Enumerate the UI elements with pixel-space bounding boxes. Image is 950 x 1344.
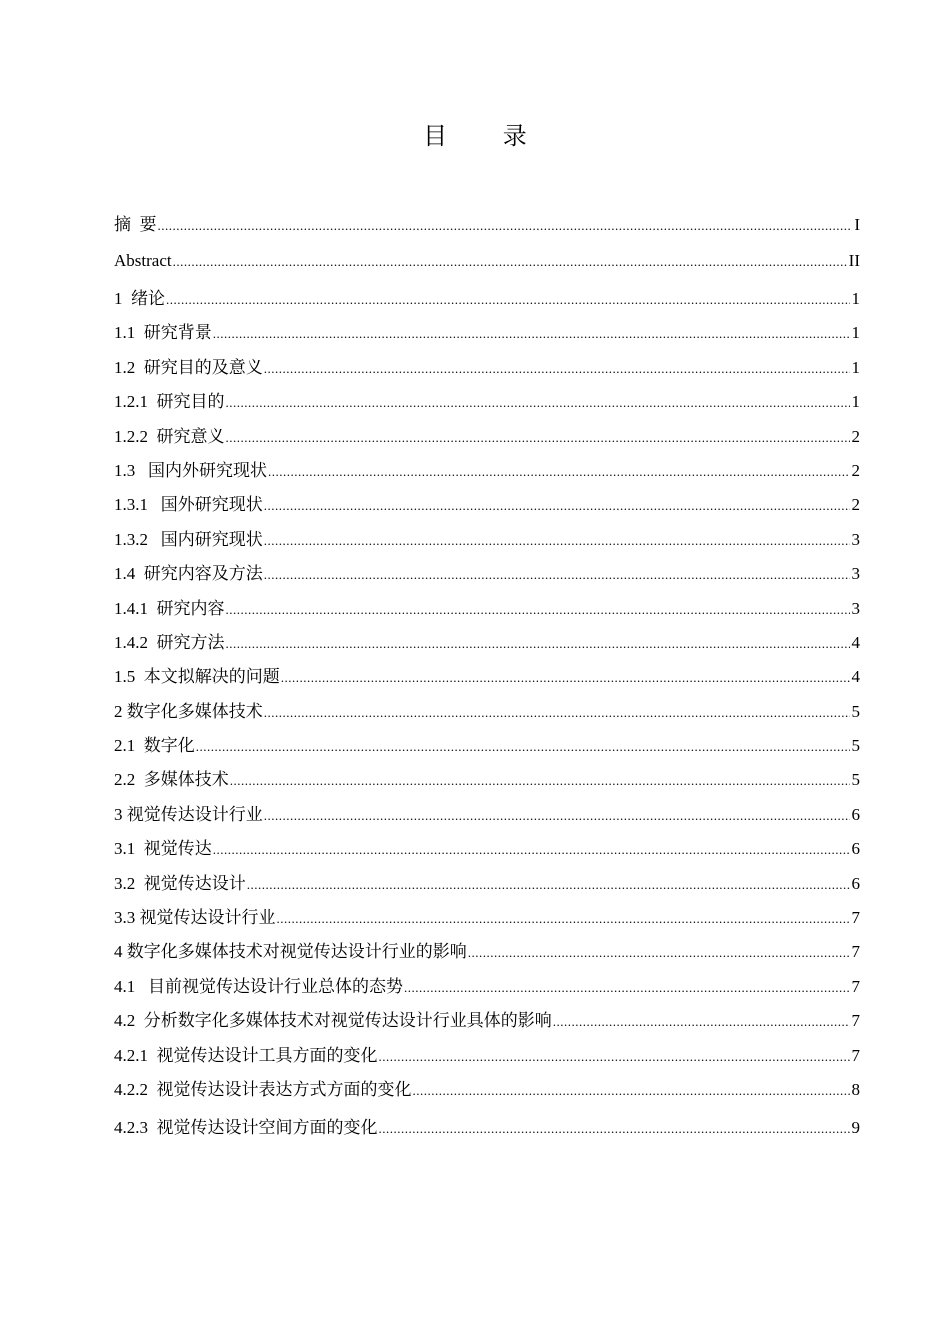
toc-entry-text: 视觉传达设计行业	[139, 908, 276, 928]
dot-leader	[553, 1005, 850, 1039]
toc-entry-text: 绪论	[131, 289, 165, 308]
toc-entry-page: 7	[851, 976, 860, 996]
toc-entry-page: 1	[851, 323, 860, 343]
toc-entry-number: 1.3	[114, 460, 148, 480]
toc-entry-number: 1.3.1	[114, 495, 161, 515]
toc-entry-page: 6	[851, 873, 860, 893]
dot-leader	[213, 833, 850, 867]
dot-leader	[281, 661, 850, 695]
toc-entry-number: 2.2	[114, 770, 144, 790]
toc-entry-text: 数字化多媒体技术对视觉传达设计行业的影响	[126, 942, 467, 962]
toc-entry-number: 1.2.1	[114, 392, 157, 412]
toc-entry-page: 5	[851, 701, 860, 721]
toc-entry[interactable]	[114, 385, 860, 419]
dot-leader	[247, 868, 850, 902]
toc-entry-number: 4.2.1	[114, 1045, 157, 1065]
toc-entry-number: 4.1	[114, 976, 148, 996]
toc-entry-number: 1.3.2	[114, 529, 161, 549]
toc-list	[114, 208, 860, 1146]
toc-entry[interactable]	[114, 1073, 860, 1107]
dot-leader	[173, 245, 847, 279]
toc-entry-number: 4.2.3	[114, 1118, 157, 1138]
toc-entry-text: 研究目的及意义	[143, 357, 263, 377]
toc-entry[interactable]	[114, 970, 860, 1004]
toc-entry-page: 1	[851, 392, 860, 412]
toc-entry-number: 1.2.2	[114, 426, 157, 446]
toc-entry-text: 视觉传达	[143, 839, 212, 859]
toc-entry[interactable]	[114, 626, 860, 660]
toc-entry[interactable]	[114, 316, 860, 350]
toc-entry[interactable]	[114, 798, 860, 832]
toc-title: 目 录	[423, 122, 551, 150]
dot-leader	[226, 593, 850, 627]
toc-entry-text: 国外研究现状	[160, 495, 263, 515]
toc-entry-page: 7	[851, 908, 860, 928]
toc-entry-text: 分析数字化多媒体技术对视觉传达设计行业具体的影响	[143, 1011, 552, 1031]
toc-entry-text: 多媒体技术	[143, 770, 229, 790]
toc-entry-text: 本文拟解决的问题	[143, 667, 280, 687]
dot-leader	[226, 627, 850, 661]
toc-entry-page: 7	[851, 1045, 860, 1065]
toc-entry-text: 数字化多媒体技术	[126, 701, 263, 721]
toc-entry[interactable]	[114, 832, 860, 866]
toc-entry-text: 研究背景	[143, 323, 212, 343]
toc-entry-page: 5	[851, 736, 860, 756]
toc-entry-page: 3	[851, 529, 860, 549]
toc-entry-number: 1.2	[114, 357, 144, 377]
toc-entry[interactable]	[114, 351, 860, 385]
toc-entry[interactable]	[114, 1039, 860, 1073]
toc-entry-page: 7	[851, 942, 860, 962]
toc-entry-number: 2	[114, 701, 127, 721]
toc-entry-text: 国内外研究现状	[148, 460, 267, 480]
toc-entry-text: 研究目的	[156, 392, 225, 412]
toc-entry-page: 3	[851, 598, 860, 618]
toc-entry[interactable]	[114, 901, 860, 935]
dot-leader	[230, 764, 850, 798]
dot-leader	[264, 558, 850, 592]
toc-entry-page: 3	[851, 564, 860, 584]
toc-entry-page: 2	[851, 495, 860, 515]
toc-entry[interactable]	[114, 557, 860, 591]
toc-entry[interactable]	[114, 488, 860, 522]
dot-leader	[213, 317, 850, 351]
toc-entry-number: 2.1	[114, 736, 144, 756]
dot-leader	[196, 730, 850, 764]
dot-leader	[264, 524, 850, 558]
toc-entry-number: 3.2	[114, 873, 144, 893]
toc-entry-page: 8	[851, 1079, 860, 1099]
toc-entry[interactable]	[114, 1004, 860, 1038]
toc-entry-number: 3.1	[114, 839, 144, 859]
toc-entry-number: 1.4	[114, 564, 144, 584]
toc-entry[interactable]	[114, 763, 860, 797]
toc-entry-text: 国内研究现状	[160, 529, 263, 549]
dot-leader	[264, 799, 850, 833]
toc-entry[interactable]	[114, 282, 860, 316]
toc-entry-text: 视觉传达设计表达方式方面的变化	[156, 1079, 412, 1099]
toc-entry-page: 2	[851, 460, 860, 480]
toc-entry-text: 研究内容	[156, 598, 225, 618]
dot-leader	[277, 902, 850, 936]
toc-entry-page: 1	[851, 357, 860, 377]
toc-entry-number: 4.2.2	[114, 1079, 157, 1099]
toc-entry-text: 视觉传达设计工具方面的变化	[156, 1045, 378, 1065]
toc-entry-number: 4	[114, 942, 127, 962]
toc-entry-text: 视觉传达设计	[143, 873, 246, 893]
toc-entry-number: 1.4.1	[114, 598, 157, 618]
toc-entry[interactable]	[114, 867, 860, 901]
dot-leader	[404, 971, 850, 1005]
dot-leader	[468, 936, 850, 970]
toc-entry-page: II	[848, 251, 860, 270]
toc-entry[interactable]	[114, 454, 860, 488]
dot-leader	[379, 1040, 850, 1074]
toc-entry-abstract-cn[interactable]	[114, 208, 860, 244]
toc-entry-number: 1.1	[114, 323, 144, 343]
dot-leader	[413, 1074, 850, 1108]
dot-leader	[264, 696, 850, 730]
dot-leader	[264, 489, 850, 523]
toc-entry-page: 4	[851, 632, 860, 652]
toc-entry-text: 视觉传达设计空间方面的变化	[156, 1118, 378, 1138]
toc-entry-page: I	[854, 215, 860, 234]
toc-entry-text: 研究内容及方法	[143, 564, 263, 584]
toc-entry[interactable]	[114, 1111, 860, 1145]
dot-leader	[226, 386, 850, 420]
toc-entry-page: 9	[851, 1118, 860, 1138]
dot-leader	[264, 352, 850, 386]
toc-entry-number: 1.4.2	[114, 632, 157, 652]
dot-leader	[226, 421, 850, 455]
toc-entry-number: 3	[114, 804, 127, 824]
toc-entry-page: 2	[851, 426, 860, 446]
toc-entry-number: 摘 要	[114, 215, 157, 234]
toc-entry[interactable]	[114, 729, 860, 763]
toc-entry-number: Abstract	[114, 251, 172, 270]
toc-entry-page: 4	[851, 667, 860, 687]
toc-entry[interactable]	[114, 660, 860, 694]
toc-entry-number: 3.3	[114, 908, 140, 928]
dot-leader	[379, 1112, 850, 1146]
dot-leader	[268, 455, 850, 489]
dot-leader	[158, 209, 853, 243]
dot-leader	[166, 283, 850, 317]
toc-entry-text: 视觉传达设计行业	[126, 804, 263, 824]
toc-entry-abstract-en[interactable]	[114, 244, 860, 282]
toc-entry[interactable]	[114, 935, 860, 969]
toc-entry-page: 6	[851, 839, 860, 859]
toc-entry-text: 目前视觉传达设计行业总体的态势	[148, 976, 403, 996]
toc-entry-number: 1.5	[114, 667, 144, 687]
toc-entry[interactable]	[114, 592, 860, 626]
toc-entry-number: 4.2	[114, 1011, 144, 1031]
toc-entry-text: 数字化	[143, 736, 195, 756]
toc-entry-page: 5	[851, 770, 860, 790]
toc-entry-number: 1	[114, 289, 131, 308]
toc-entry[interactable]	[114, 523, 860, 557]
toc-entry[interactable]	[114, 695, 860, 729]
toc-entry-page: 7	[851, 1011, 860, 1031]
toc-entry-page: 6	[851, 804, 860, 824]
toc-entry-text: 研究意义	[156, 426, 225, 446]
toc-entry-text: 研究方法	[156, 632, 225, 652]
toc-entry-page: 1	[851, 289, 860, 308]
toc-entry[interactable]	[114, 420, 860, 454]
